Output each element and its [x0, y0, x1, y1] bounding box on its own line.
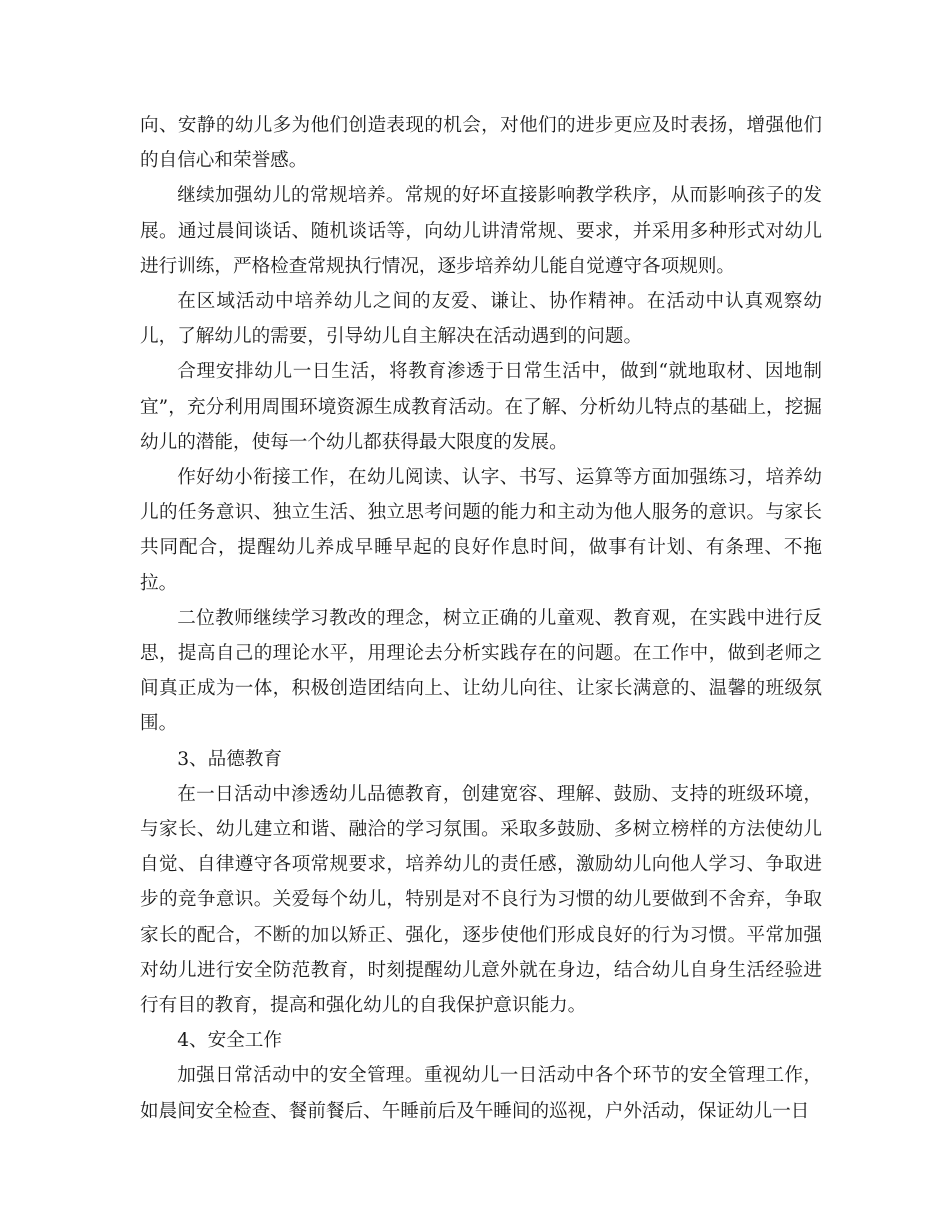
- paragraph-6: 二位教师继续学习教改的理念，树立正确的儿童观、教育观，在实践中进行反思，提高自己的理论水平，用理论去分析实践存在的问题。在工作中，做到老师之间真正成为一体，积极创造团结向上、让幼儿向往、让家长满意的、温馨的班级氛围。: [140, 607, 822, 735]
- paragraph-8: 加强日常活动中的安全管理。重视幼儿一日活动中各个环节的安全管理工作，如晨间安全检查、餐前餐后、午睡前后及午睡间的巡视，户外活动，保证幼儿一日: [140, 1065, 822, 1122]
- section-heading-safety-work: 4、安全工作: [177, 1030, 282, 1052]
- section-heading-moral-education: 3、品德教育: [177, 748, 282, 770]
- paragraph-4: 合理安排幼儿一日生活，将教育渗透于日常生活中，做到“就地取材、因地制宜”，充分利用周围环境资源生成教育活动。在了解、分析幼儿特点的基础上，挖掘幼儿的潜能，使每一个幼儿都获得最大限度的发展。: [140, 361, 822, 453]
- paragraph-1: 向、安静的幼儿多为他们创造表现的机会，对他们的进步更应及时表扬，增强他们的自信心和荣誉感。: [140, 115, 822, 172]
- paragraph-5: 作好幼小衔接工作，在幼儿阅读、认字、书写、运算等方面加强练习，培养幼儿的任务意识、独立生活、独立思考问题的能力和主动为他人服务的意识。与家长共同配合，提醒幼儿养成早睡早起的良好作息时间，做事有计划、有条理、不拖拉。: [140, 467, 822, 594]
- paragraph-7: 在一日活动中渗透幼儿品德教育，创建宽容、理解、鼓励、支持的班级环境，与家长、幼儿建立和谐、融洽的学习氛围。采取多鼓励、多树立榜样的方法使幼儿自觉、自律遵守各项常规要求，培养幼儿的责任感，激励幼儿向他人学习、争取进步的竞争意识。关爱每个幼儿，特别是对不良行为习惯的幼儿要做到不舍弃，争取家长的配合，不断的加以矫正、强化，逐步使他们形成良好的行为习惯。平常加强对幼儿进行安全防范教育，时刻提醒幼儿意外就在身边，结合幼儿自身生活经验进行有目的教育，提高和强化幼儿的自我保护意识能力。: [140, 783, 822, 1017]
- paragraph-3: 在区域活动中培养幼儿之间的友爱、谦让、协作精神。在活动中认真观察幼儿，了解幼儿的需要，引导幼儿自主解决在活动遇到的问题。: [140, 291, 822, 348]
- paragraph-2: 继续加强幼儿的常规培养。常规的好坏直接影响教学秩序，从而影响孩子的发展。通过晨间谈话、随机谈话等，向幼儿讲清常规、要求，并采用多种形式对幼儿进行训练，严格检查常规执行情况，逐步培养幼儿能自觉遵守各项规则。: [140, 185, 822, 277]
- document-body: [140, 108, 822, 1129]
